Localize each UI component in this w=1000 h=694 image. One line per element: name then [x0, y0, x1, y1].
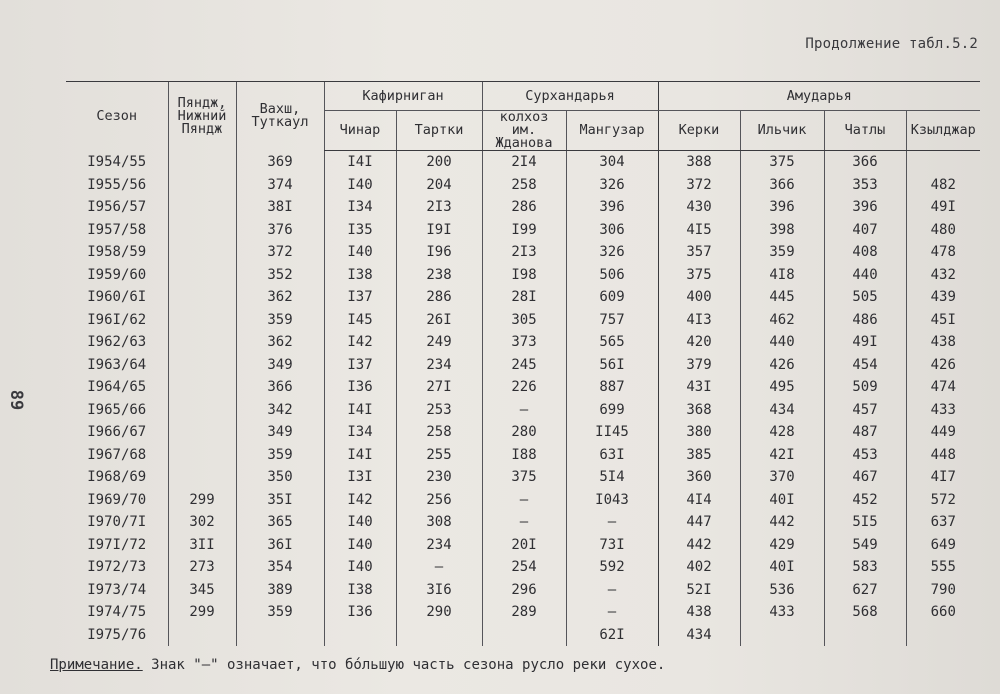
header-kyzyldzhar: Кзылджар	[906, 111, 980, 151]
cell-tartki: 234	[396, 354, 482, 377]
cell-kerki: 357	[658, 241, 740, 264]
cell-vakhsh: 362	[236, 331, 324, 354]
cell-vakhsh: 354	[236, 556, 324, 579]
cell-kerki: 368	[658, 399, 740, 422]
table-row	[66, 579, 980, 602]
header-ilchik: Ильчик	[740, 111, 824, 151]
cell-manguzar: 63I	[566, 444, 658, 467]
cell-tartki: 200	[396, 151, 482, 174]
cell-manguzar: 396	[566, 196, 658, 219]
cell-pyanj	[168, 331, 236, 354]
cell-kerki: 4I5	[658, 219, 740, 242]
table-row	[66, 354, 980, 377]
table-row	[66, 601, 980, 624]
cell-kerki: 372	[658, 174, 740, 197]
cell-pyanj	[168, 264, 236, 287]
cell-kerki: 400	[658, 286, 740, 309]
cell-chinar: I40	[324, 556, 396, 579]
cell-tartki: 286	[396, 286, 482, 309]
cell-tartki: 204	[396, 174, 482, 197]
cell-kolkhoz: —	[482, 399, 566, 422]
cell-chatly: 486	[824, 309, 906, 332]
cell-tartki: 308	[396, 511, 482, 534]
cell-kerki: 447	[658, 511, 740, 534]
cell-kyzyldzhar: 637	[906, 511, 980, 534]
cell-season: I975/76	[87, 626, 147, 643]
cell-chinar: I35	[324, 219, 396, 242]
cell-kyzyldzhar: 572	[906, 489, 980, 512]
table-row	[66, 331, 980, 354]
cell-season: I97I/72	[87, 536, 147, 553]
cell-kerki: 434	[658, 624, 740, 647]
cell-season: I969/70	[87, 491, 147, 508]
cell-chinar: I4I	[324, 151, 396, 174]
cell-vakhsh: 369	[236, 151, 324, 174]
header-manguzar: Мангузар	[566, 111, 658, 151]
cell-manguzar: 73I	[566, 534, 658, 557]
cell-chatly: 487	[824, 421, 906, 444]
cell-pyanj	[168, 241, 236, 264]
cell-ilchik: 429	[740, 534, 824, 557]
table-continuation-caption: Продолжение табл.5.2	[805, 36, 978, 52]
cell-manguzar: 506	[566, 264, 658, 287]
cell-ilchik: 440	[740, 331, 824, 354]
table-row	[66, 511, 980, 534]
cell-season: I964/65	[87, 379, 147, 396]
discharge-table	[66, 81, 980, 646]
header-chatly: Чатлы	[824, 111, 906, 151]
cell-pyanj	[168, 219, 236, 242]
table-body	[66, 151, 980, 647]
cell-pyanj	[168, 286, 236, 309]
cell-tartki: 2I3	[396, 196, 482, 219]
cell-pyanj	[168, 174, 236, 197]
cell-kyzyldzhar: 555	[906, 556, 980, 579]
cell-tartki: 253	[396, 399, 482, 422]
cell-tartki: 258	[396, 421, 482, 444]
cell-vakhsh: 359	[236, 444, 324, 467]
cell-kyzyldzhar: 433	[906, 399, 980, 422]
cell-chatly: 549	[824, 534, 906, 557]
cell-vakhsh: 349	[236, 421, 324, 444]
table-row	[66, 286, 980, 309]
cell-vakhsh: 349	[236, 354, 324, 377]
cell-kyzyldzhar: 432	[906, 264, 980, 287]
cell-manguzar: 304	[566, 151, 658, 174]
cell-vakhsh: 359	[236, 309, 324, 332]
cell-kyzyldzhar: 426	[906, 354, 980, 377]
cell-kerki: 4I4	[658, 489, 740, 512]
cell-ilchik: 359	[740, 241, 824, 264]
cell-chatly	[824, 624, 906, 647]
cell-kyzyldzhar: 448	[906, 444, 980, 467]
cell-tartki: 27I	[396, 376, 482, 399]
table-row	[66, 421, 980, 444]
cell-chatly: 505	[824, 286, 906, 309]
cell-vakhsh: 366	[236, 376, 324, 399]
cell-manguzar: II45	[566, 421, 658, 444]
table-row	[66, 489, 980, 512]
cell-chatly: 49I	[824, 331, 906, 354]
cell-chinar: I45	[324, 309, 396, 332]
cell-manguzar: —	[566, 511, 658, 534]
table-row	[66, 399, 980, 422]
cell-ilchik: 396	[740, 196, 824, 219]
cell-kerki: 438	[658, 601, 740, 624]
cell-chinar: I37	[324, 354, 396, 377]
cell-kolkhoz: I98	[482, 264, 566, 287]
cell-kyzyldzhar: 49I	[906, 196, 980, 219]
cell-pyanj	[168, 444, 236, 467]
cell-manguzar: 887	[566, 376, 658, 399]
cell-vakhsh: 365	[236, 511, 324, 534]
cell-season: I956/57	[87, 199, 147, 216]
cell-vakhsh: 350	[236, 466, 324, 489]
cell-kerki: 420	[658, 331, 740, 354]
cell-kyzyldzhar: 439	[906, 286, 980, 309]
cell-chinar: I34	[324, 421, 396, 444]
cell-chatly: 408	[824, 241, 906, 264]
cell-manguzar: 306	[566, 219, 658, 242]
cell-season: I972/73	[87, 559, 147, 576]
cell-kerki: 380	[658, 421, 740, 444]
cell-ilchik: 434	[740, 399, 824, 422]
cell-kyzyldzhar	[906, 624, 980, 647]
cell-tartki: I9I	[396, 219, 482, 242]
cell-ilchik: 370	[740, 466, 824, 489]
cell-chinar: I42	[324, 489, 396, 512]
cell-kolkhoz: 2I4	[482, 151, 566, 174]
cell-chinar: I40	[324, 241, 396, 264]
cell-chinar: I3I	[324, 466, 396, 489]
cell-pyanj: 273	[168, 556, 236, 579]
cell-chatly: 453	[824, 444, 906, 467]
cell-pyanj: 299	[168, 489, 236, 512]
cell-season: I965/66	[87, 401, 147, 418]
cell-chinar: I40	[324, 174, 396, 197]
cell-kyzyldzhar: 449	[906, 421, 980, 444]
cell-manguzar: —	[566, 601, 658, 624]
cell-kerki: 388	[658, 151, 740, 174]
cell-ilchik: 433	[740, 601, 824, 624]
header-kolkhoz-zhdanova: колхоз им. Жданова	[482, 111, 566, 151]
cell-pyanj	[168, 624, 236, 647]
cell-kyzyldzhar: 790	[906, 579, 980, 602]
cell-kolkhoz: 296	[482, 579, 566, 602]
cell-tartki: 238	[396, 264, 482, 287]
header-pyanj: Пяндж, Нижний Пяндж	[168, 82, 236, 151]
cell-tartki: 256	[396, 489, 482, 512]
cell-ilchik: 40I	[740, 556, 824, 579]
cell-season: I962/63	[87, 334, 147, 351]
cell-season: I957/58	[87, 221, 147, 238]
cell-chinar: I34	[324, 196, 396, 219]
cell-manguzar: 62I	[566, 624, 658, 647]
cell-chinar: I38	[324, 264, 396, 287]
cell-ilchik: 445	[740, 286, 824, 309]
cell-season: I958/59	[87, 244, 147, 261]
table-row	[66, 196, 980, 219]
cell-ilchik: 536	[740, 579, 824, 602]
cell-season: I967/68	[87, 446, 147, 463]
cell-chatly: 366	[824, 151, 906, 174]
table-row	[66, 264, 980, 287]
header-kafirnigan: Кафирниган	[324, 82, 482, 111]
cell-kolkhoz: 245	[482, 354, 566, 377]
cell-tartki: 3I6	[396, 579, 482, 602]
cell-pyanj: 3II	[168, 534, 236, 557]
cell-season: I960/6I	[87, 289, 147, 306]
cell-vakhsh: 374	[236, 174, 324, 197]
cell-kolkhoz: 305	[482, 309, 566, 332]
cell-kyzyldzhar	[906, 151, 980, 174]
cell-ilchik: 428	[740, 421, 824, 444]
cell-season: I966/67	[87, 424, 147, 441]
cell-chatly: 5I5	[824, 511, 906, 534]
cell-season: I970/7I	[87, 514, 147, 531]
cell-chatly: 407	[824, 219, 906, 242]
cell-kerki: 4I3	[658, 309, 740, 332]
cell-season: I959/60	[87, 266, 147, 283]
page-number: 89	[6, 389, 27, 411]
cell-tartki: 234	[396, 534, 482, 557]
cell-tartki: —	[396, 556, 482, 579]
cell-ilchik: 4I8	[740, 264, 824, 287]
cell-kerki: 43I	[658, 376, 740, 399]
table-row	[66, 556, 980, 579]
cell-kolkhoz: 258	[482, 174, 566, 197]
cell-pyanj: 302	[168, 511, 236, 534]
cell-season: I963/64	[87, 356, 147, 373]
cell-chinar: I37	[324, 286, 396, 309]
cell-kolkhoz: 375	[482, 466, 566, 489]
cell-season: I974/75	[87, 604, 147, 621]
cell-kyzyldzhar: 480	[906, 219, 980, 242]
header-surkhandarya: Сурхандарья	[482, 82, 658, 111]
header-vakhsh: Вахш, Туткаул	[236, 82, 324, 151]
cell-pyanj	[168, 151, 236, 174]
cell-kerki: 375	[658, 264, 740, 287]
cell-manguzar: —	[566, 579, 658, 602]
cell-kerki: 52I	[658, 579, 740, 602]
cell-season: I973/74	[87, 581, 147, 598]
cell-kerki: 360	[658, 466, 740, 489]
footnote	[50, 657, 665, 673]
cell-kerki: 402	[658, 556, 740, 579]
cell-chinar: I42	[324, 331, 396, 354]
cell-chinar: I4I	[324, 399, 396, 422]
cell-chinar: I36	[324, 376, 396, 399]
table-row	[66, 174, 980, 197]
cell-vakhsh: 389	[236, 579, 324, 602]
cell-ilchik: 40I	[740, 489, 824, 512]
cell-chinar: I40	[324, 511, 396, 534]
cell-kolkhoz: 280	[482, 421, 566, 444]
table-row	[66, 151, 980, 174]
cell-vakhsh: 376	[236, 219, 324, 242]
cell-ilchik: 442	[740, 511, 824, 534]
cell-chatly: 583	[824, 556, 906, 579]
table-row	[66, 444, 980, 467]
cell-tartki: 290	[396, 601, 482, 624]
cell-tartki: 255	[396, 444, 482, 467]
cell-chinar: I36	[324, 601, 396, 624]
cell-manguzar: 326	[566, 241, 658, 264]
cell-chinar: I40	[324, 534, 396, 557]
cell-kyzyldzhar: 45I	[906, 309, 980, 332]
cell-pyanj	[168, 399, 236, 422]
cell-pyanj	[168, 309, 236, 332]
cell-ilchik: 495	[740, 376, 824, 399]
cell-kolkhoz	[482, 624, 566, 647]
cell-kolkhoz: 226	[482, 376, 566, 399]
cell-kolkhoz: —	[482, 489, 566, 512]
cell-ilchik: 42I	[740, 444, 824, 467]
cell-kolkhoz: 28I	[482, 286, 566, 309]
cell-ilchik	[740, 624, 824, 647]
cell-manguzar: 56I	[566, 354, 658, 377]
cell-chatly: 627	[824, 579, 906, 602]
cell-manguzar: 609	[566, 286, 658, 309]
cell-kyzyldzhar: 482	[906, 174, 980, 197]
cell-chinar: I4I	[324, 444, 396, 467]
cell-kolkhoz: 2I3	[482, 241, 566, 264]
cell-pyanj	[168, 196, 236, 219]
cell-kyzyldzhar: 4I7	[906, 466, 980, 489]
cell-season: I955/56	[87, 176, 147, 193]
cell-vakhsh: 352	[236, 264, 324, 287]
table-row	[66, 466, 980, 489]
cell-vakhsh: 359	[236, 601, 324, 624]
cell-kyzyldzhar: 474	[906, 376, 980, 399]
header-kerki: Керки	[658, 111, 740, 151]
cell-chatly: 440	[824, 264, 906, 287]
cell-tartki	[396, 624, 482, 647]
cell-chatly: 509	[824, 376, 906, 399]
cell-chatly: 457	[824, 399, 906, 422]
cell-chatly: 467	[824, 466, 906, 489]
cell-pyanj: 299	[168, 601, 236, 624]
cell-manguzar: 699	[566, 399, 658, 422]
footnote-label: Примечание.	[50, 657, 143, 673]
table-row	[66, 241, 980, 264]
cell-pyanj: 345	[168, 579, 236, 602]
cell-kyzyldzhar: 438	[906, 331, 980, 354]
cell-kerki: 379	[658, 354, 740, 377]
cell-manguzar: 592	[566, 556, 658, 579]
cell-ilchik: 426	[740, 354, 824, 377]
cell-ilchik: 375	[740, 151, 824, 174]
cell-chatly: 452	[824, 489, 906, 512]
cell-chatly: 396	[824, 196, 906, 219]
cell-kolkhoz: 254	[482, 556, 566, 579]
header-tartki: Тартки	[396, 111, 482, 151]
cell-vakhsh: 36I	[236, 534, 324, 557]
table-row	[66, 534, 980, 557]
cell-kolkhoz: 373	[482, 331, 566, 354]
header-amudarya: Амударья	[658, 82, 980, 111]
cell-vakhsh: 372	[236, 241, 324, 264]
cell-chatly: 568	[824, 601, 906, 624]
cell-kolkhoz: 289	[482, 601, 566, 624]
cell-vakhsh: 342	[236, 399, 324, 422]
table-row	[66, 624, 980, 647]
cell-pyanj	[168, 421, 236, 444]
cell-season: I968/69	[87, 469, 147, 486]
cell-season: I954/55	[87, 154, 147, 170]
table-row	[66, 376, 980, 399]
cell-tartki: 26I	[396, 309, 482, 332]
header-chinar: Чинар	[324, 111, 396, 151]
cell-kolkhoz: 286	[482, 196, 566, 219]
cell-kolkhoz: I99	[482, 219, 566, 242]
cell-tartki: 230	[396, 466, 482, 489]
cell-tartki: I96	[396, 241, 482, 264]
cell-chatly: 454	[824, 354, 906, 377]
cell-kolkhoz: —	[482, 511, 566, 534]
cell-kerki: 430	[658, 196, 740, 219]
table-row	[66, 219, 980, 242]
cell-manguzar: I043	[566, 489, 658, 512]
cell-kerki: 385	[658, 444, 740, 467]
cell-kolkhoz: I88	[482, 444, 566, 467]
cell-ilchik: 398	[740, 219, 824, 242]
cell-manguzar: 757	[566, 309, 658, 332]
cell-vakhsh	[236, 624, 324, 647]
cell-ilchik: 462	[740, 309, 824, 332]
cell-ilchik: 366	[740, 174, 824, 197]
cell-pyanj	[168, 354, 236, 377]
cell-manguzar: 5I4	[566, 466, 658, 489]
cell-kyzyldzhar: 660	[906, 601, 980, 624]
cell-vakhsh: 38I	[236, 196, 324, 219]
table-header	[66, 82, 980, 151]
cell-manguzar: 326	[566, 174, 658, 197]
cell-pyanj	[168, 466, 236, 489]
cell-kyzyldzhar: 478	[906, 241, 980, 264]
cell-kerki: 442	[658, 534, 740, 557]
cell-kolkhoz: 20I	[482, 534, 566, 557]
header-season: Сезон	[66, 82, 168, 151]
cell-chatly: 353	[824, 174, 906, 197]
table-row	[66, 309, 980, 332]
cell-chinar: I38	[324, 579, 396, 602]
cell-season: I96I/62	[87, 311, 147, 328]
cell-manguzar: 565	[566, 331, 658, 354]
cell-pyanj	[168, 376, 236, 399]
cell-vakhsh: 35I	[236, 489, 324, 512]
cell-chinar	[324, 624, 396, 647]
cell-tartki: 249	[396, 331, 482, 354]
cell-vakhsh: 362	[236, 286, 324, 309]
footnote-text: Знак "–" означает, что бо́льшую часть сезона русло реки сухое.	[142, 657, 666, 673]
cell-kyzyldzhar: 649	[906, 534, 980, 557]
